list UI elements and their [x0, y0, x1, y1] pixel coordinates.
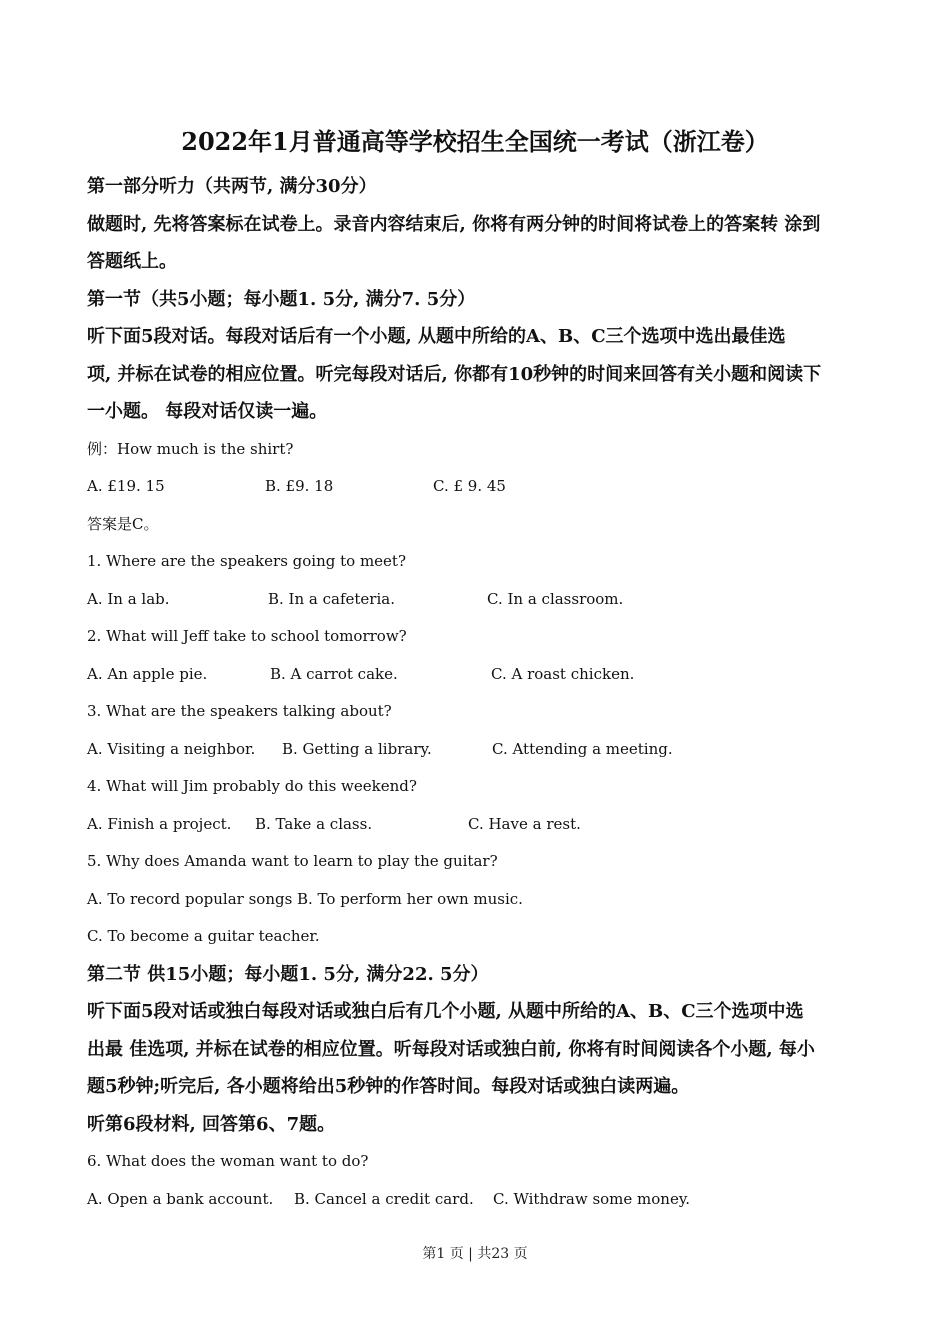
- section1-instruction-line: 听下面5段对话。每段对话后有一个小题, 从题中所给的A、B、C三个选项中选出最佳选: [87, 326, 786, 347]
- option-c: C. A roast chicken.: [491, 664, 635, 683]
- option-c: C. Withdraw some money.: [493, 1189, 691, 1208]
- option-b: B. Take a class.: [255, 814, 373, 833]
- question-6: 6. What does the woman want to do?: [87, 1152, 369, 1170]
- option-b: B. To perform her own music.: [297, 889, 523, 908]
- section2-instruction-line: 出最 佳选项, 并标在试卷的相应位置。听每段对话或独白前, 你将有时间阅读各个小题, 每小: [87, 1038, 815, 1060]
- question-1: 1. Where are the speakers going to meet?: [87, 552, 406, 570]
- question-5: 5. Why does Amanda want to learn to play the guitar?: [87, 852, 498, 870]
- question-1-options: [87, 581, 877, 619]
- question-3-options: [87, 731, 877, 769]
- option-b: B. In a cafeteria.: [268, 589, 395, 608]
- question-6-options: [87, 1181, 877, 1219]
- section2-heading: 第二节 供15小题；每小题1. 5分, 满分22. 5分）: [87, 963, 489, 985]
- option-a: A. £19. 15: [87, 477, 165, 495]
- option-a: A. An apple pie.: [87, 664, 208, 683]
- question-5-options: [87, 881, 877, 919]
- exam-title: 2022年1月普通高等学校招生全国统一考试（浙江卷）: [181, 127, 769, 156]
- example-question: 例：How much is the shirt?: [87, 439, 294, 458]
- option-c: C. £ 9. 45: [433, 477, 506, 495]
- option-a: A. In a lab.: [87, 589, 170, 608]
- question-4: 4. What will Jim probably do this weekend?: [87, 777, 417, 795]
- question-5-option-c: C. To become a guitar teacher.: [87, 927, 320, 945]
- option-b: B. Cancel a credit card.: [294, 1189, 474, 1208]
- option-c: C. In a classroom.: [487, 589, 624, 608]
- question-3: 3. What are the speakers talking about?: [87, 702, 392, 720]
- material-6-heading: 听第6段材料, 回答第6、7题。: [87, 1113, 336, 1135]
- page-footer: 第1 页 | 共23 页: [422, 1246, 528, 1262]
- section2-instruction-line: 题5秒钟;听完后, 各小题将给出5秒钟的作答时间。每段对话或独白读两遍。: [87, 1076, 690, 1097]
- section2-instruction-line: 听下面5段对话或独白每段对话或独白后有几个小题, 从题中所给的A、B、C三个选项中选: [87, 1001, 804, 1022]
- section1-instruction-line: 一小题。 每段对话仅读一遍。: [87, 401, 328, 422]
- question-4-options: [87, 806, 877, 844]
- example-options: [87, 468, 877, 506]
- part1-instruction-line: 做题时, 先将答案标在试卷上。录音内容结束后, 你将有两分钟的时间将试卷上的答案转 涂到: [87, 213, 821, 235]
- exam-body: [87, 168, 877, 1218]
- option-b: B. A carrot cake.: [270, 664, 398, 683]
- question-2-options: [87, 656, 877, 694]
- option-b: B. Getting a library.: [282, 739, 432, 758]
- option-c: C. Have a rest.: [468, 814, 581, 833]
- section1-instruction-line: 项, 并标在试卷的相应位置。听完每段对话后, 你都有10秒钟的时间来回答有关小题和阅读下: [87, 363, 822, 385]
- option-a: A. To record popular songs: [87, 889, 293, 908]
- section1-heading: 第一节（共5小题；每小题1. 5分, 满分7. 5分）: [87, 288, 476, 310]
- option-a: A. Visiting a neighbor.: [87, 739, 256, 758]
- option-b: B. £9. 18: [265, 477, 334, 495]
- part1-instruction-line: 答题纸上。: [87, 251, 177, 272]
- question-2: 2. What will Jeff take to school tomorrow?: [87, 627, 407, 645]
- option-a: A. Open a bank account.: [87, 1189, 274, 1208]
- part1-heading: 第一部分听力（共两节, 满分30分）: [87, 176, 377, 197]
- option-c: C. Attending a meeting.: [492, 739, 673, 758]
- option-a: A. Finish a project.: [87, 814, 232, 833]
- example-answer: 答案是C。: [87, 514, 159, 533]
